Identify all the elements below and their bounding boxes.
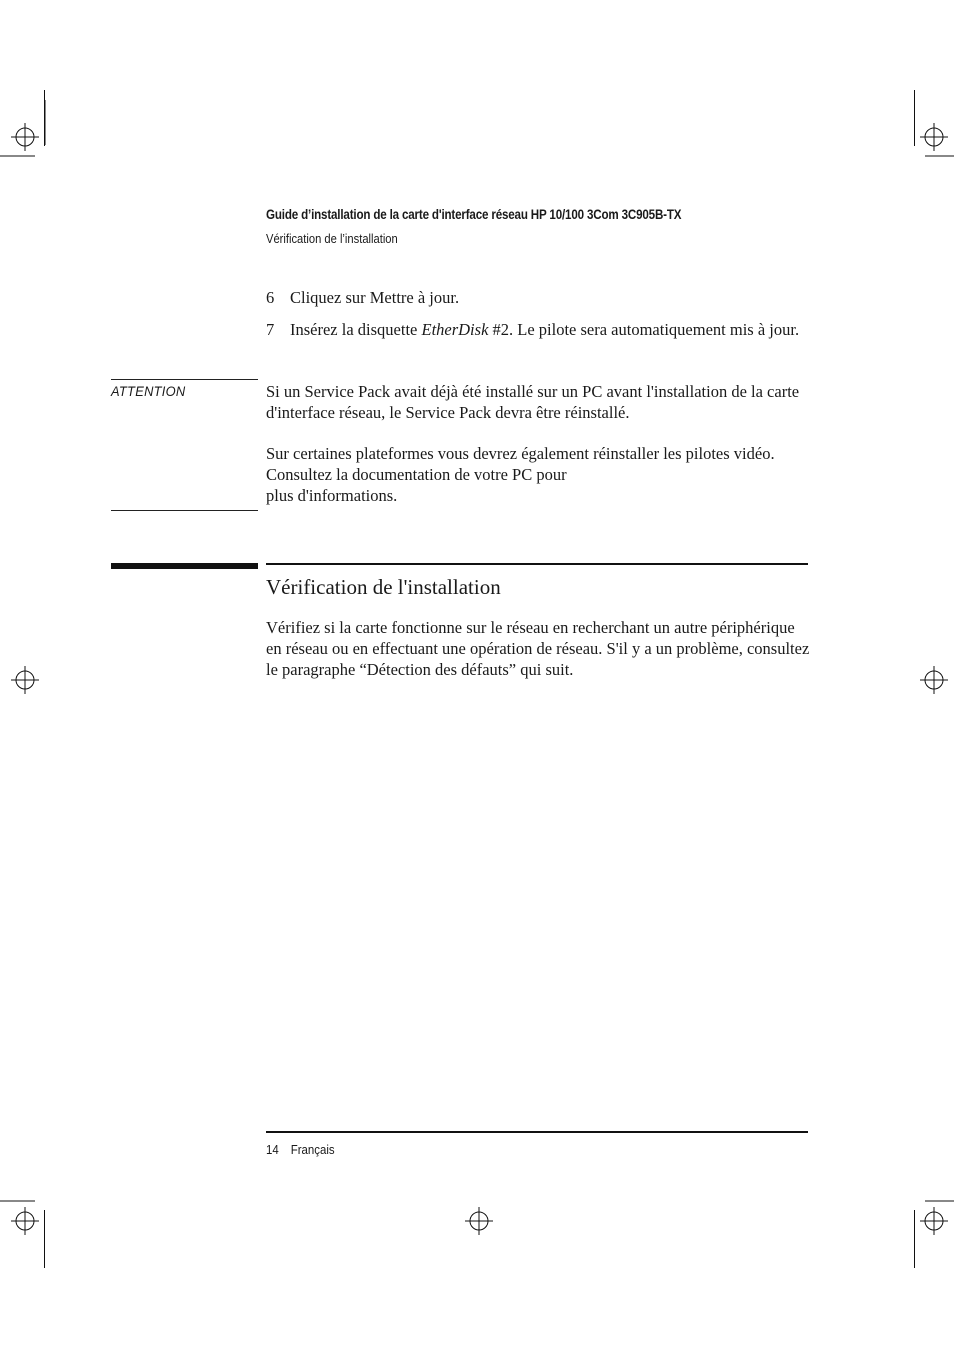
crop-line-bottom-left	[44, 1210, 45, 1268]
crop-mark-bottom-center	[444, 1186, 514, 1256]
footer-language: Français	[290, 1142, 335, 1157]
page-footer	[266, 1142, 335, 1157]
attention-paragraph-1: Si un Service Pack avait déjà été installé sur un PC avant l'installation de la carte d'interface réseau, le Service Pack devra être réinstallé.	[266, 382, 800, 422]
crop-line-top-right	[914, 90, 915, 146]
crop-mark-mid-left	[0, 645, 70, 715]
crop-mark-top-right	[900, 100, 954, 170]
section-bar-left	[111, 563, 258, 569]
attention-rule-bottom	[111, 510, 258, 511]
attention-label: ATTENTION	[111, 383, 186, 399]
disk-name-emphasis: EtherDisk	[421, 320, 489, 339]
step-number: 7	[266, 320, 275, 339]
crop-mark-mid-right	[900, 645, 954, 715]
step-text: Insérez la disquette EtherDisk #2. Le pilote sera automatiquement mis à jour.	[290, 320, 800, 339]
running-header-section: Vérification de l’installation	[266, 231, 398, 246]
crop-mark-bottom-right	[900, 1187, 954, 1257]
step-7	[266, 319, 811, 340]
section-paragraph: Vérifiez si la carte fonctionne sur le réseau en recherchant un autre périphérique en réseau ou en effectuant une opération de réseau. S'il y a un problème, consultez le paragraphe “Détection des défauts” qui suit.	[266, 618, 810, 679]
section-rule	[266, 563, 808, 565]
step-number: 6	[266, 288, 275, 307]
footer-rule	[266, 1131, 808, 1133]
section-heading: Vérification de l'installation	[266, 575, 501, 599]
crop-line-top-left	[44, 90, 45, 146]
step-6	[266, 287, 811, 308]
step-text: Cliquez sur Mettre à jour.	[290, 288, 460, 307]
crop-line-bottom-right	[914, 1210, 915, 1268]
page-number: 14	[266, 1142, 279, 1157]
crop-mark-top-left	[0, 100, 70, 170]
attention-paragraph-2: Sur certaines plateformes vous devrez également réinstaller les pilotes vidéo. Consultez la documentation de votre PC pour plus d'informations.	[266, 444, 775, 505]
running-header-title: Guide d’installation de la carte d'interface réseau HP 10/100 3Com 3C905B-TX	[266, 207, 682, 222]
crop-mark-bottom-left	[0, 1187, 70, 1257]
attention-rule-top	[111, 379, 258, 380]
